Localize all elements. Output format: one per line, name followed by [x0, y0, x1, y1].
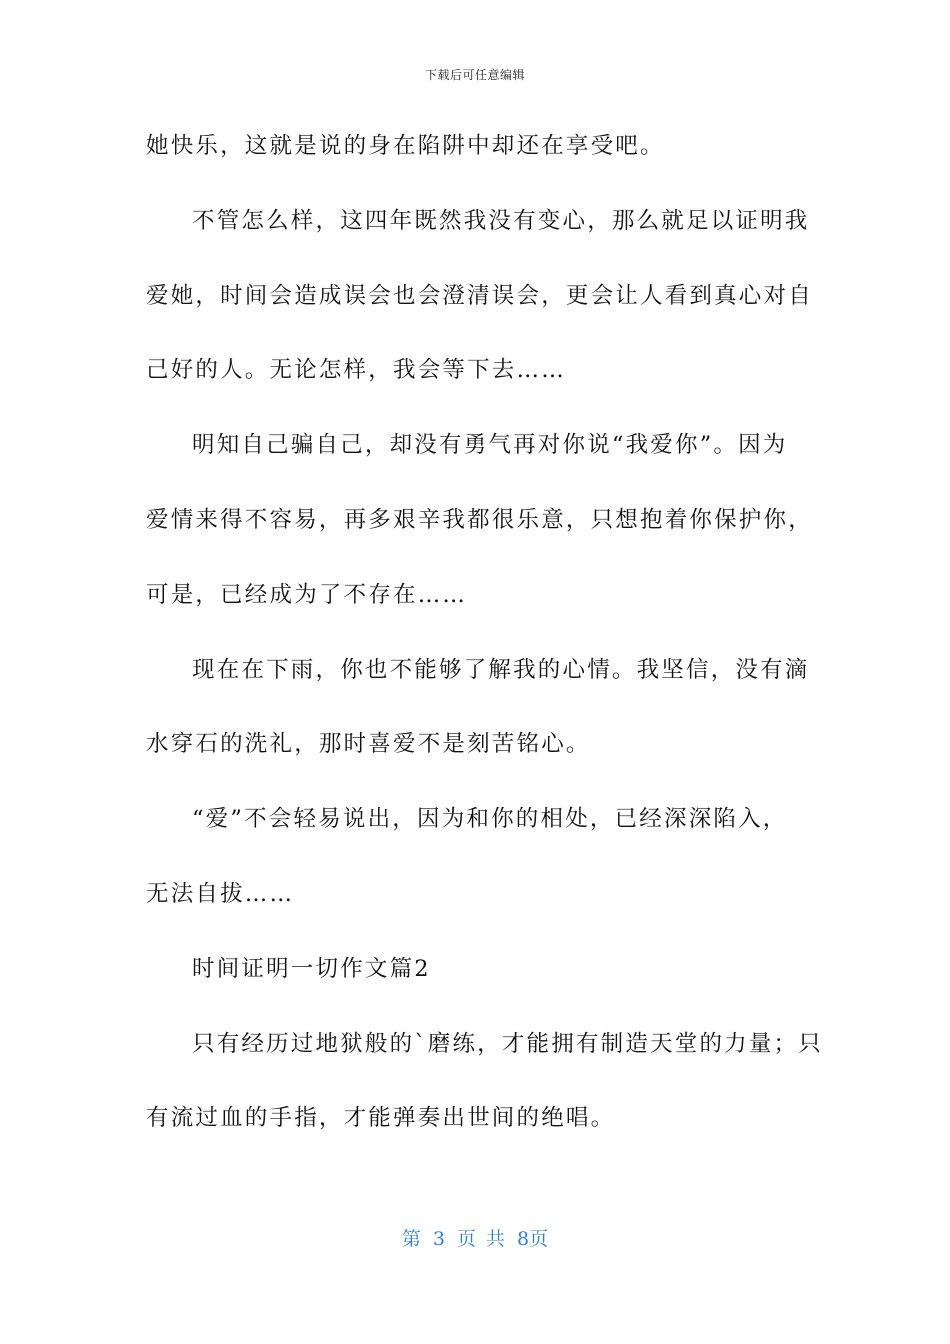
text-line: 爱她，时间会造成误会也会澄清误会，更会让人看到真心对自 — [146, 282, 813, 309]
text-line: 无法自拔…… — [146, 880, 295, 907]
document-body — [146, 126, 823, 1173]
text-line: 水穿石的洗礼，那时喜爱不是刻苦铭心。 — [146, 731, 591, 758]
page-label-mid: 页 共 — [456, 1228, 506, 1250]
text-line: 爱情来得不容易，再多艰辛我都很乐意，只想抱着你保护你， — [146, 506, 813, 533]
text-line: 现在在下雨，你也不能够了解我的心情。我坚信，没有滴 — [192, 656, 810, 683]
page-total: 8页 — [517, 1228, 549, 1250]
section-heading: 时间证明一切作文篇2 — [192, 955, 431, 982]
text-line: 可是，已经成为了不存在…… — [146, 581, 468, 608]
page-label-prefix: 第 — [401, 1228, 421, 1250]
text-line: 有流过血的手指，才能弹奏出世间的绝唱。 — [146, 1105, 616, 1132]
text-line: 只有经历过地狱般的`磨练，才能拥有制造天堂的力量；只 — [192, 1030, 823, 1057]
page-footer — [0, 1224, 950, 1251]
page-header: 下载后可任意编辑 — [424, 68, 525, 82]
text-line: 不管怎么样，这四年既然我没有变心，那么就足以证明我 — [192, 207, 810, 234]
text-line: “爱”不会轻易说出，因为和你的相处，已经深深陷入， — [192, 806, 788, 833]
text-line: 她快乐，这就是说的身在陷阱中却还在享受吧。 — [146, 133, 665, 159]
page-number: 3 — [432, 1228, 445, 1250]
text-line: 己好的人。无论怎样，我会等下去…… — [146, 357, 566, 384]
text-line: 明知自己骗自己，却没有勇气再对你说“我爱你”。因为 — [192, 432, 788, 459]
